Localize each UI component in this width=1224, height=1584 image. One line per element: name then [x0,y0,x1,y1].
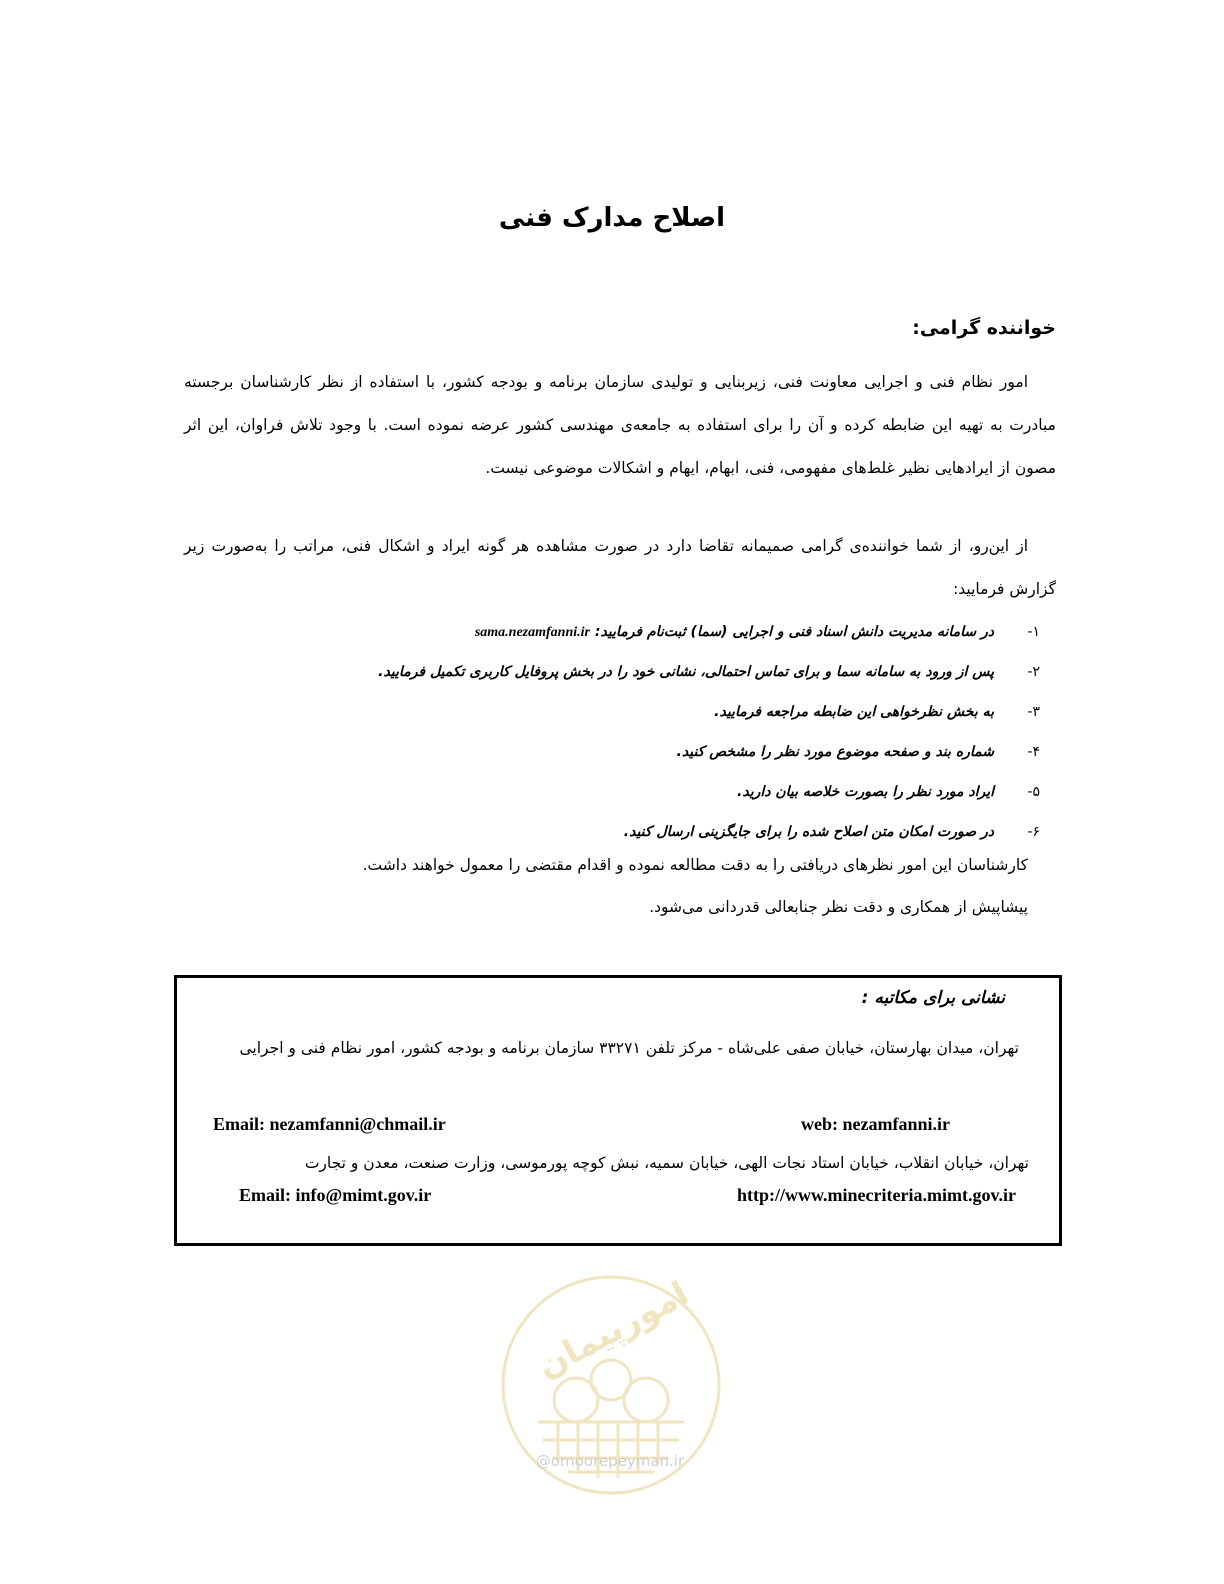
step-number: ۳- [1027,704,1040,720]
list-item [180,612,1040,652]
request-paragraph [184,525,1056,611]
list-item [180,692,1040,732]
page-title: اصلاح مدارک فنی [498,203,726,233]
step-text: پس از ورود به سامانه سما و برای تماس احتمالی، نشانی خود را در بخش پروفایل کاربری تکمیل فرمایید. [378,664,994,680]
email-mimt[interactable]: Email: info@mimt.gov.ir [239,1185,432,1205]
list-item [180,732,1040,772]
step-text: در سامانه مدیریت دانش اسناد فنی و اجرایی (سما) ثبت‌نام فرمایید: [594,624,994,640]
step-text: به بخش نظرخواهی این ضابطه مراجعه فرمایید. [714,704,994,720]
step-number: ۴- [1027,744,1040,760]
report-steps-list [180,612,1040,852]
request-paragraph-text: از این‌رو، از شما خواننده‌ی گرامی صمیمانه تقاضا دارد در صورت مشاهده هر گونه ایراد و اشکال فنی، مراتب را به‌صورت زیر گزارش فرمایید: [184,537,1056,598]
watermark-caption: @omoorepeyman.ir [535,1452,685,1470]
intro-paragraph-text: امور نظام فنی و اجرایی معاونت فنی، زیربنایی و تولیدی سازمان برنامه و بودجه کشور، با استفاده از نظر کارشناسان برجسته مبادرت به تهیه این ضابطه کرده و آن را برای استفاده به جامعه‌ی مهندسی کشور عرضه نموده است. با وجود تلاش فراوان، این اثر مصون از ایرادهایی نظیر غلط‌های مفهومی، فنی، ابهام، ایهام و اشکالات موضوعی نیست. [184,373,1056,477]
postal-address-pbo [199,1026,1061,1070]
closing-line-review: کارشناسان این امور نظرهای دریافتی را به دقت مطالعه نموده و اقدام مقتضی را معمول خواهند داشت. [362,856,1028,874]
website-nezamfanni[interactable]: web: nezamfanni.ir [801,1114,950,1134]
contact-heading: نشانی برای مکاتبه : [861,988,1005,1008]
sama-link[interactable]: sama.nezamfanni.ir [474,625,590,640]
step-text: ایراد مورد نظر را بصورت خلاصه بیان دارید. [737,784,994,800]
closing-line-thanks: پیشاپیش از همکاری و دقت نظر جنابعالی قدردانی می‌شود. [649,898,1028,916]
website-minecriteria[interactable]: http://www.minecriteria.mimt.gov.ir [737,1185,1016,1205]
step-text: شماره بند و صفحه موضوع مورد نظر را مشخص کنید. [676,744,994,760]
email-nezamfanni[interactable]: Email: nezamfanni@chmail.ir [213,1114,446,1134]
step-text: در صورت امکان متن اصلاح شده را برای جایگزینی ارسال کنید. [623,824,994,840]
list-item [180,772,1040,812]
contact-box [174,975,1062,1246]
list-item [180,652,1040,692]
intro-paragraph [184,361,1056,490]
step-number: ۵- [1027,784,1040,800]
greeting-heading: خواننده گرامی: [912,317,1056,339]
watermark-text: امورپیمان [530,1273,695,1387]
step-number: ۱- [1027,624,1040,640]
step-number: ۲- [1027,664,1040,680]
postal-address-pbo-text: تهران، میدان بهارستان، خیابان صفی علی‌شاه - مرکز تلفن ۳۳۲۷۱ سازمان برنامه و بودجه کشور، امور نظام فنی و اجرایی [239,1039,1019,1057]
step-number: ۶- [1027,824,1040,840]
postal-address-mimt: تهران، خیابان انقلاب، خیابان استاد نجات الهی، خیابان سمیه، نبش کوچه پورموسی، وزارت صنعت، معدن و تجارت [304,1154,1029,1172]
